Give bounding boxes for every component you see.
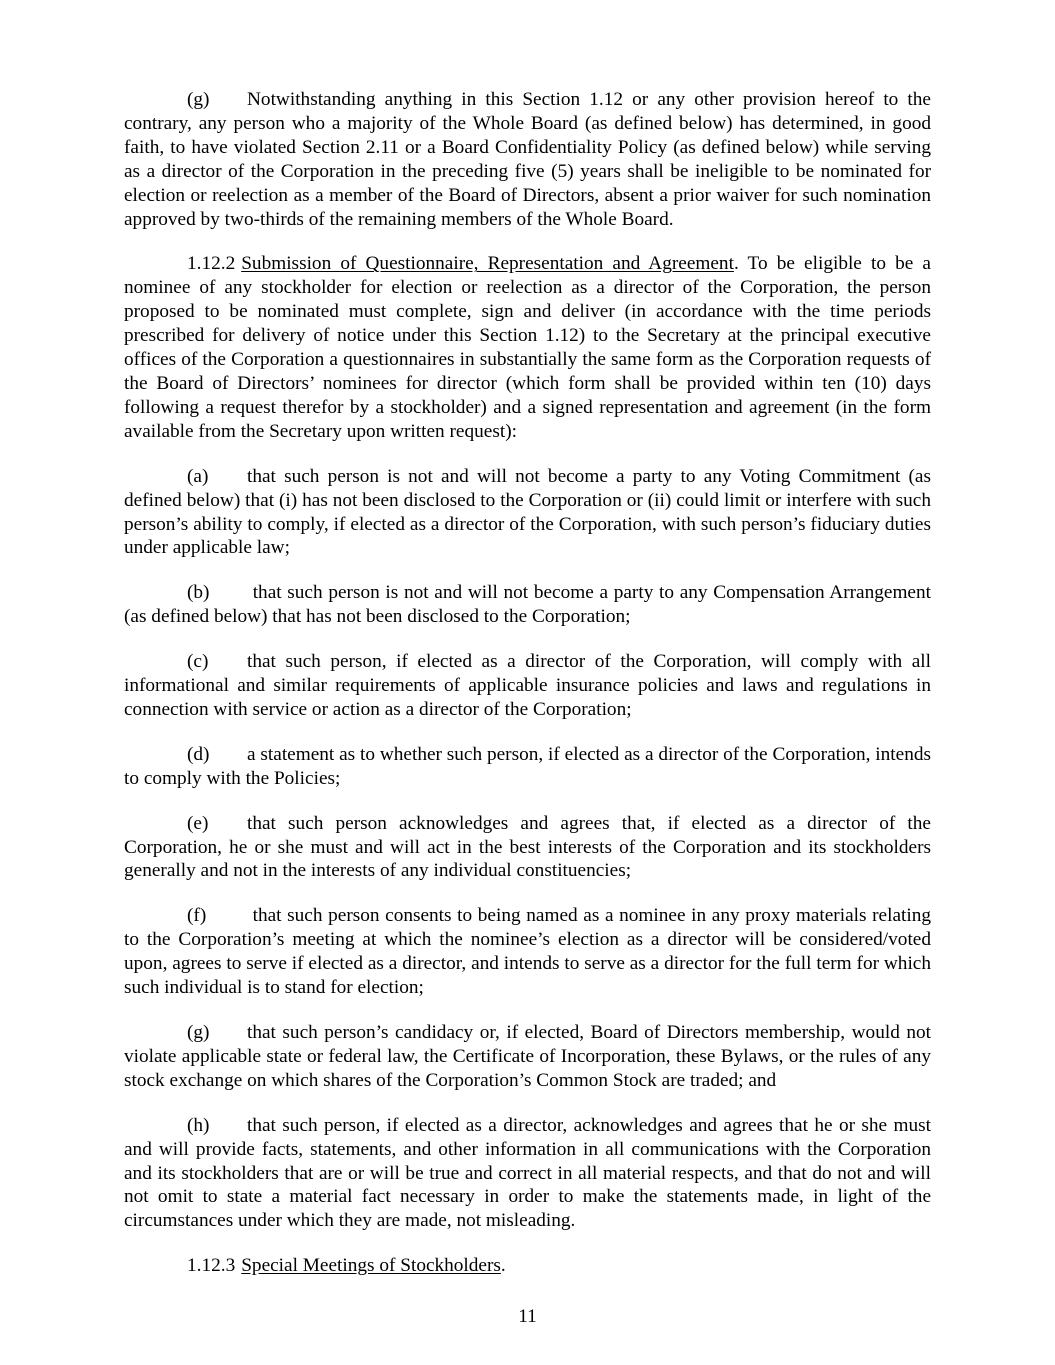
paragraph-text: that such person, if elected as a director of the Corporation, will comply with all informational and similar requirements of applicable insurance policies and laws and regulations in connection with service or action as a director of the Corporation; <box>124 651 931 720</box>
paragraph-label: (h) <box>187 1114 210 1136</box>
paragraph-text: that such person consents to being named as a nominee in any proxy materials relating to the Corporation’s meeting at which the nominee’s election as a director will be considered/voted upon, agrees to serve if elected as a director, and intends to serve as a director for the full term for which such individual is to stand for election; <box>124 905 931 999</box>
paragraph-label: (g) <box>187 89 210 110</box>
page-number: 11 <box>518 1306 537 1327</box>
paragraph-g-notwithstanding <box>124 88 931 231</box>
paragraph-b <box>124 581 931 629</box>
section-number: 1.12.2 <box>187 253 236 275</box>
paragraph-label: (f) <box>187 905 207 927</box>
paragraph-h <box>124 1114 931 1234</box>
paragraph-label: (g) <box>187 1022 210 1043</box>
paragraph-label: (b) <box>187 582 210 604</box>
paragraph-text: . To be eligible to be a nominee of any stockholder for election or reelection as a director of the Corporation, the person proposed to be nominated must complete, sign and deliver (in accordance with the time periods prescribed for delivery of notice under this Section 1.12) to the Secretary at the principal executive offices of the Corporation a questionnaires in substantially the same form as the Corporation requests of the Board of Directors’ nominees for director (which form shall be provided within ten (10) days following a request therefor by a stockholder) and a signed representation and agreement (in the form available from the Secretary upon written request): <box>124 253 931 442</box>
paragraph-e <box>124 812 931 884</box>
section-number: 1.12.3 <box>187 1255 236 1277</box>
paragraph-label: (a) <box>187 465 209 487</box>
section-1-12-3 <box>124 1254 931 1278</box>
paragraph-text: that such person is not and will not become a party to any Compensation Arrangement (as defined below) that has not been disclosed to the Corporation; <box>124 582 931 628</box>
paragraph-text: that such person acknowledges and agrees that, if elected as a director of the Corporation, he or she must and will act in the best interests of the Corporation and its stockholders generally and not in the interests of any individual constituencies; <box>124 812 931 882</box>
paragraph-d <box>124 743 931 791</box>
paragraph-a <box>124 465 931 561</box>
document-body <box>124 88 931 1299</box>
paragraph-f <box>124 904 931 1000</box>
paragraph-g <box>124 1021 931 1093</box>
paragraph-label: (e) <box>187 812 209 834</box>
section-1-12-2 <box>124 252 931 443</box>
paragraph-c <box>124 650 931 722</box>
section-heading: Submission of Questionnaire, Representation and Agreement <box>241 253 734 275</box>
paragraph-text: a statement as to whether such person, if elected as a director of the Corporation, intends to comply with the Policies; <box>124 743 931 789</box>
paragraph-text: . <box>500 1255 506 1277</box>
paragraph-label: (c) <box>187 651 209 673</box>
paragraph-text: that such person, if elected as a director, acknowledges and agrees that he or she must and will provide facts, statements, and other information in all communications with the Corporation and its stockholders that are or will be true and correct in all material respects, and that do not and will not omit to state a material fact necessary in order to make the statements made, in light of the circumstances under which they are made, not misleading. <box>124 1114 931 1232</box>
section-heading: Special Meetings of Stockholders <box>241 1255 501 1277</box>
paragraph-text: that such person’s candidacy or, if elected, Board of Directors membership, would not violate applicable state or federal law, the Certificate of Incorporation, these Bylaws, or the rules of any stock exchange on which shares of the Corporation’s Common Stock are traded; and <box>124 1022 931 1091</box>
paragraph-label: (d) <box>187 743 210 765</box>
paragraph-text: Notwithstanding anything in this Section 1.12 or any other provision hereof to the contrary, any person who a majority of the Whole Board (as defined below) has determined, in good faith, to have violated Section 2.11 or a Board Confidentiality Policy (as defined below) while serving as a director of the Corporation in the preceding five (5) years shall be ineligible to be nominated for election or reelection as a member of the Board of Directors, absent a prior waiver for such nomination approved by two-thirds of the remaining members of the Whole Board. <box>124 89 931 230</box>
paragraph-text: that such person is not and will not become a party to any Voting Commitment (as defined below) that (i) has not been disclosed to the Corporation or (ii) could limit or interfere with such person’s ability to comply, if elected as a director of the Corporation, with such person’s fiduciary duties under applicable law; <box>124 465 931 559</box>
